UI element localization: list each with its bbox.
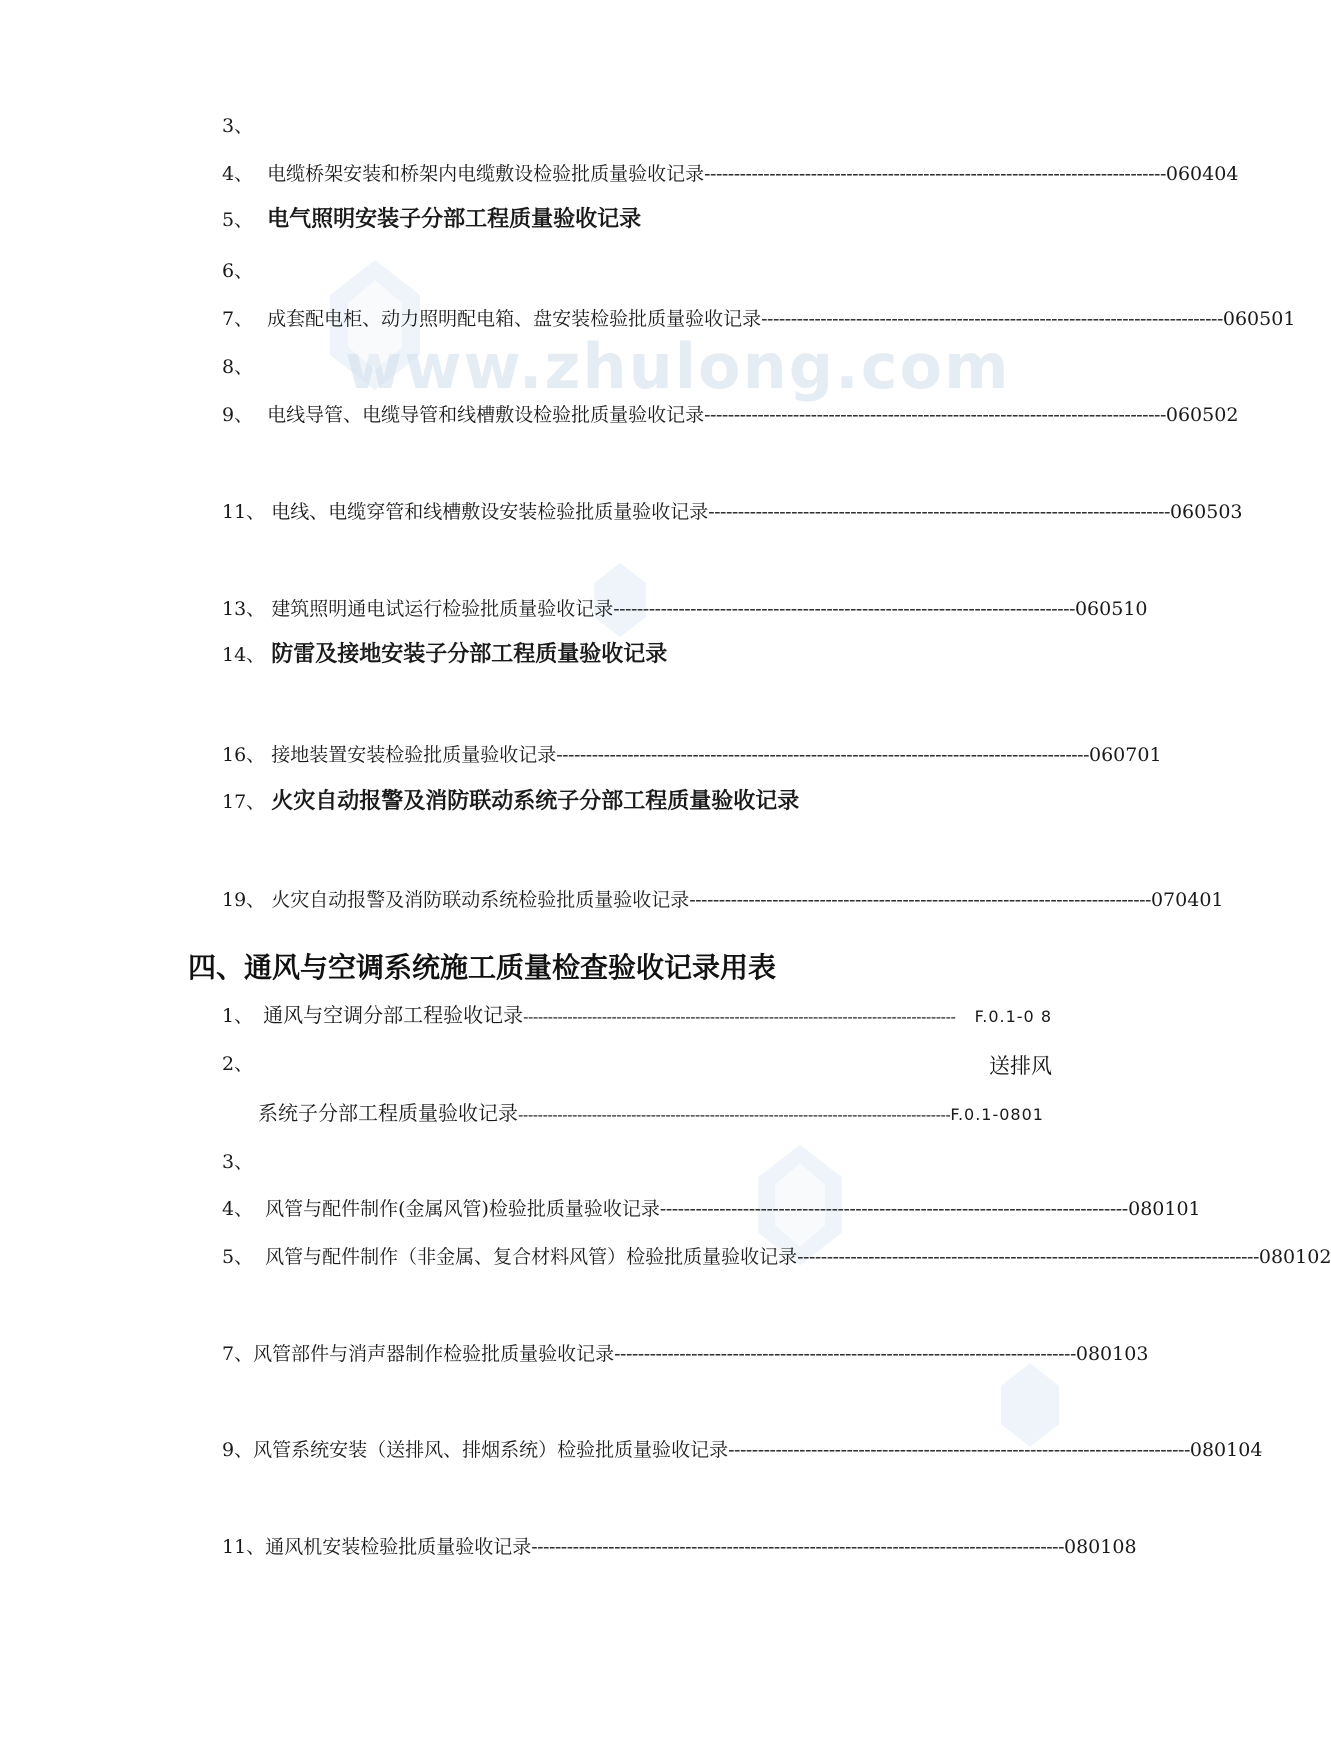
list-item xyxy=(222,1245,1331,1269)
list-item xyxy=(222,888,1224,912)
item-number: 1、 xyxy=(222,1005,254,1027)
item-number: 9、 xyxy=(222,1439,254,1461)
list-item xyxy=(222,355,1052,379)
list-item xyxy=(222,1342,1149,1366)
item-title: 通风与空调分部工程验收记录 xyxy=(263,1003,524,1027)
item-code: F.0.1-0 8 xyxy=(974,1007,1052,1026)
item-code: 080108 xyxy=(1064,1536,1137,1558)
leader-dots: ------------------------------------------------------------------------------ xyxy=(659,1198,1122,1220)
item-title-right: 送排风 xyxy=(989,1054,1052,1078)
item-title: 火灾自动报警及消防联动系统子分部工程质量验收记录 xyxy=(271,789,800,814)
list-item xyxy=(222,1535,1137,1559)
item-title: 风管与配件制作（非金属、复合材料风管）检验批质量验收记录 xyxy=(265,1246,798,1268)
item-number: 9、 xyxy=(222,404,254,426)
item-title: 电气照明安装子分部工程质量验收记录 xyxy=(267,207,642,232)
item-code: 080102 xyxy=(1258,1246,1331,1268)
item-title: 电缆桥架安装和桥架内电缆敷设检验批质量验收记录 xyxy=(267,163,705,185)
leader-dots: ---------------------------------------------------------------------------------------- xyxy=(523,1008,956,1026)
item-title: 风管部件与消声器制作检验批质量验收记录 xyxy=(253,1343,615,1365)
item-number: 11、 xyxy=(222,1536,266,1558)
item-title: 通风机安装检验批质量验收记录 xyxy=(265,1536,532,1558)
list-item xyxy=(222,114,1052,138)
leader-dots: ------------------------------------------------------------------------------------------ xyxy=(531,1536,1064,1558)
item-number: 16、 xyxy=(222,744,266,766)
item-number: 7、 xyxy=(222,308,254,330)
item-code: -080101 xyxy=(1121,1198,1201,1220)
item-code: 070401 xyxy=(1150,889,1224,911)
leader-dots: ------------------------------------------------------------------------------------------ xyxy=(556,744,1089,766)
item-number: 13、 xyxy=(222,598,266,620)
leader-dots: ------------------------------------------------------------------------------ xyxy=(613,598,1075,620)
item-number: 3、 xyxy=(222,1151,254,1173)
item-number: 6、 xyxy=(222,260,254,282)
list-item xyxy=(222,790,1052,814)
list-item xyxy=(222,162,1239,186)
item-title: 成套配电柜、动力照明配电箱、盘安装检验批质量验收记录 xyxy=(267,308,762,330)
item-code: 060404 xyxy=(1165,163,1239,185)
list-item xyxy=(222,1052,1052,1076)
leader-dots: ------------------------------------------------------------------------------ xyxy=(708,501,1170,523)
leader-dots: ------------------------------------------------------------------------------ xyxy=(761,308,1223,330)
list-item xyxy=(222,208,1052,232)
leader-dots: ------------------------------------------------------------------------------ xyxy=(689,889,1151,911)
watermark-logo-icon xyxy=(990,1360,1070,1450)
item-code: 080104 xyxy=(1189,1439,1263,1461)
leader-dots: ------------------------------------------------------------------------------ xyxy=(728,1439,1190,1461)
item-title: 系统子分部工程质量验收记录 xyxy=(258,1101,518,1125)
item-title: 风管与配件制作(金属风管)检验批质量验收记录 xyxy=(265,1198,660,1220)
item-title: 电线、电缆穿管和线槽敷设安装检验批质量验收记录 xyxy=(271,501,709,523)
item-number: 2、 xyxy=(222,1053,254,1075)
item-number: 19、 xyxy=(222,889,266,911)
item-number: 5、 xyxy=(222,209,254,231)
item-code: F.0.1-0801 xyxy=(950,1105,1044,1124)
leader-dots: ------------------------------------------------------------------------------ xyxy=(797,1246,1259,1268)
list-item xyxy=(222,743,1162,767)
list-item xyxy=(222,1438,1263,1462)
leader-dots: ---------------------------------------------------------------------------------------- xyxy=(518,1106,951,1124)
item-title: 火灾自动报警及消防联动系统检验批质量验收记录 xyxy=(271,889,690,911)
section-heading: 四、通风与空调系统施工质量检查验收记录用表 xyxy=(188,951,777,984)
list-item xyxy=(222,259,1052,283)
list-item xyxy=(258,1101,1044,1127)
item-code: 080103 xyxy=(1075,1343,1149,1365)
item-code: 060510 xyxy=(1074,598,1148,620)
item-title: 风管系统安装（送排风、排烟系统）检验批质量验收记录 xyxy=(253,1439,729,1461)
list-item xyxy=(222,643,1052,667)
list-item xyxy=(222,500,1243,524)
list-item xyxy=(222,1150,1052,1174)
item-number: 14、 xyxy=(222,644,266,666)
leader-dots: ------------------------------------------------------------------------------ xyxy=(704,404,1166,426)
list-item xyxy=(222,1197,1201,1221)
leader-dots: ------------------------------------------------------------------------------ xyxy=(704,163,1166,185)
list-item xyxy=(222,307,1296,331)
item-title: 电线导管、电缆导管和线槽敷设检验批质量验收记录 xyxy=(267,404,705,426)
item-code: 060502 xyxy=(1165,404,1239,426)
leader-dots: ------------------------------------------------------------------------------ xyxy=(614,1343,1076,1365)
list-item xyxy=(222,1003,1052,1029)
list-item xyxy=(222,403,1239,427)
item-number: 17、 xyxy=(222,791,266,813)
item-number: 4、 xyxy=(222,1198,254,1220)
watermark-text: www.zhulong.com xyxy=(345,330,1011,403)
item-number: 8、 xyxy=(222,356,254,378)
item-number: 3、 xyxy=(222,115,254,137)
item-code: 060503 xyxy=(1169,501,1243,523)
item-title: 接地装置安装检验批质量验收记录 xyxy=(271,744,557,766)
item-number: 7、 xyxy=(222,1343,254,1365)
item-number: 11、 xyxy=(222,501,266,523)
item-title: 防雷及接地安装子分部工程质量验收记录 xyxy=(271,642,668,667)
item-title: 建筑照明通电试运行检验批质量验收记录 xyxy=(271,598,614,620)
item-code: 060501 xyxy=(1222,308,1296,330)
item-number: 4、 xyxy=(222,163,254,185)
item-code: 060701 xyxy=(1089,744,1162,766)
list-item xyxy=(222,597,1148,621)
item-number: 5、 xyxy=(222,1246,254,1268)
